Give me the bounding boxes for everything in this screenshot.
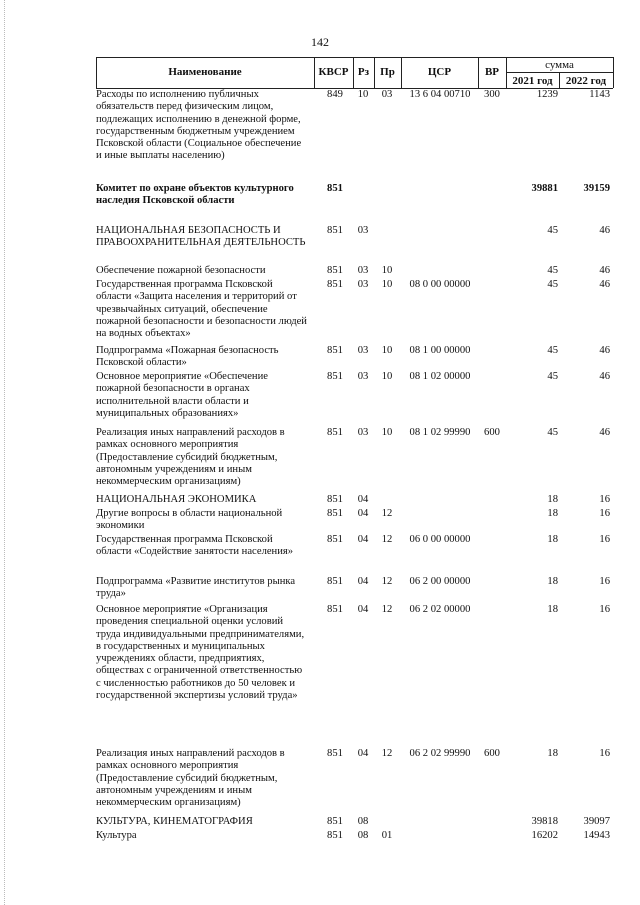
row-pr: 12 xyxy=(381,508,393,519)
row-sum-2021: 18 xyxy=(547,748,558,759)
row-rz: 03 xyxy=(357,265,369,276)
row-sum-2021: 45 xyxy=(547,345,558,356)
row-pr: 03 xyxy=(381,89,393,100)
row-csr: 08 0 00 00000 xyxy=(409,279,471,290)
row-vr: 600 xyxy=(484,427,500,438)
row-rz: 08 xyxy=(357,816,369,827)
row-sum-2021: 39881 xyxy=(531,183,558,194)
row-sum-2022: 16 xyxy=(599,748,610,759)
row-kvsr: 851 xyxy=(327,830,343,841)
row-kvsr: 849 xyxy=(327,89,343,100)
header-rz: Рз xyxy=(357,66,370,78)
row-name: Реализация иных направлений расходов в рамках основного мероприятия (Предоставление субсидий бюджетным, автономным учреждениям и иным некоммерческим организациям) xyxy=(96,748,285,809)
row-sum-2022: 14943 xyxy=(583,830,610,841)
row-sum-2022: 46 xyxy=(599,265,610,276)
row-sum-2021: 16202 xyxy=(531,830,558,841)
row-rz: 03 xyxy=(357,225,369,236)
row-sum-2022: 39097 xyxy=(583,816,610,827)
header-name: Наименование xyxy=(168,66,242,78)
scan-margin-line xyxy=(4,0,5,905)
row-kvsr: 851 xyxy=(327,183,343,194)
header-csr: ЦСР xyxy=(427,66,452,78)
row-sum-2022: 16 xyxy=(599,508,610,519)
row-sum-2022: 46 xyxy=(599,279,610,290)
row-name: Культура xyxy=(96,830,137,841)
row-kvsr: 851 xyxy=(327,345,343,356)
row-rz: 10 xyxy=(357,89,369,100)
row-name: Реализация иных направлений расходов в рамках основного мероприятия (Предоставление субсидий бюджетным, автономным учреждениям и иным некоммерческим организациям) xyxy=(96,427,285,488)
row-sum-2021: 18 xyxy=(547,494,558,505)
row-pr: 10 xyxy=(381,345,393,356)
row-sum-2021: 18 xyxy=(547,576,558,587)
row-csr: 08 1 00 00000 xyxy=(409,345,471,356)
row-kvsr: 851 xyxy=(327,816,343,827)
row-kvsr: 851 xyxy=(327,508,343,519)
row-vr: 300 xyxy=(484,89,500,100)
row-csr: 06 0 00 00000 xyxy=(409,534,471,545)
row-name: КУЛЬТУРА, КИНЕМАТОГРАФИЯ xyxy=(96,816,253,827)
row-rz: 03 xyxy=(357,345,369,356)
row-rz: 04 xyxy=(357,534,369,545)
row-name: Подпрограмма «Развитие институтов рынка труда» xyxy=(96,576,296,600)
row-sum-2021: 45 xyxy=(547,265,558,276)
row-name: Расходы по исполнению публичных обязательств перед физическим лицом, подлежащих исполнению в денежной форме, государственным бюджетным учреждением Псковской области (Социальное обеспечение и иные выплаты населению) xyxy=(96,89,302,162)
row-rz: 04 xyxy=(357,508,369,519)
row-kvsr: 851 xyxy=(327,371,343,382)
row-pr: 10 xyxy=(381,427,393,438)
row-sum-2022: 46 xyxy=(599,427,610,438)
header-vr: ВР xyxy=(484,66,500,78)
row-vr: 600 xyxy=(484,748,500,759)
row-name: НАЦИОНАЛЬНАЯ ЭКОНОМИКА xyxy=(96,494,257,505)
header-year-2021: 2021 год xyxy=(512,75,553,87)
row-sum-2022: 46 xyxy=(599,345,610,356)
header-top-border xyxy=(96,57,613,58)
col-border xyxy=(613,57,614,88)
row-sum-2021: 45 xyxy=(547,225,558,236)
row-rz: 03 xyxy=(357,427,369,438)
row-pr: 10 xyxy=(381,279,393,290)
row-csr: 13 6 04 00710 xyxy=(409,89,471,100)
row-name: Другие вопросы в области национальной экономики xyxy=(96,508,283,532)
row-pr: 10 xyxy=(381,371,393,382)
row-rz: 03 xyxy=(357,371,369,382)
header-sum: сумма xyxy=(545,59,574,71)
row-kvsr: 851 xyxy=(327,225,343,236)
page-number: 142 xyxy=(311,35,329,49)
row-kvsr: 851 xyxy=(327,604,343,615)
row-kvsr: 851 xyxy=(327,534,343,545)
row-sum-2022: 46 xyxy=(599,371,610,382)
row-name: Подпрограмма «Пожарная безопасность Псковской области» xyxy=(96,345,279,369)
row-rz: 04 xyxy=(357,748,369,759)
row-pr: 12 xyxy=(381,576,393,587)
row-sum-2021: 18 xyxy=(547,534,558,545)
row-name: Основное мероприятие «Организация проведения специальной оценки условий труда индивидуальными предпринимателями, в государственных и муниципальных учреждениях области, предприятиях, обществах с ограниченной ответственностью с численностью работников до 50 человек и государственной экспертизы условий труда» xyxy=(96,604,305,702)
row-csr: 08 1 02 99990 xyxy=(409,427,471,438)
row-pr: 12 xyxy=(381,604,393,615)
row-rz: 04 xyxy=(357,604,369,615)
row-pr: 10 xyxy=(381,265,393,276)
row-sum-2022: 46 xyxy=(599,225,610,236)
row-sum-2021: 1239 xyxy=(536,89,558,100)
row-sum-2022: 16 xyxy=(599,604,610,615)
row-kvsr: 851 xyxy=(327,279,343,290)
row-kvsr: 851 xyxy=(327,748,343,759)
row-sum-2021: 45 xyxy=(547,279,558,290)
row-sum-2021: 45 xyxy=(547,427,558,438)
row-name: Государственная программа Псковской области «Защита населения и территорий от чрезвычайных ситуаций, обеспечение пожарной безопасности и безопасности людей на водных объектах» xyxy=(96,279,307,340)
row-name: Комитет по охране объектов культурного наследия Псковской области xyxy=(96,183,294,207)
row-sum-2021: 39818 xyxy=(531,816,558,827)
row-name: Основное мероприятие «Обеспечение пожарной безопасности в органах исполнительной власти области и муниципальных образованиях» xyxy=(96,371,268,419)
row-csr: 06 2 02 00000 xyxy=(409,604,471,615)
row-sum-2022: 16 xyxy=(599,534,610,545)
row-sum-2022: 16 xyxy=(599,576,610,587)
row-kvsr: 851 xyxy=(327,494,343,505)
row-sum-2021: 45 xyxy=(547,371,558,382)
row-name: Обеспечение пожарной безопасности xyxy=(96,265,266,276)
row-sum-2022: 16 xyxy=(599,494,610,505)
header-kvsr: КВСР xyxy=(318,66,349,78)
row-rz: 04 xyxy=(357,576,369,587)
row-sum-2021: 18 xyxy=(547,508,558,519)
row-csr: 06 2 00 00000 xyxy=(409,576,471,587)
row-sum-2021: 18 xyxy=(547,604,558,615)
row-name: Государственная программа Псковской области «Содействие занятости населения» xyxy=(96,534,294,558)
row-kvsr: 851 xyxy=(327,427,343,438)
row-csr: 06 2 02 99990 xyxy=(409,748,471,759)
row-rz: 04 xyxy=(357,494,369,505)
row-kvsr: 851 xyxy=(327,576,343,587)
row-sum-2022: 39159 xyxy=(583,183,610,194)
row-pr: 12 xyxy=(381,534,393,545)
row-kvsr: 851 xyxy=(327,265,343,276)
row-rz: 08 xyxy=(357,830,369,841)
row-csr: 08 1 02 00000 xyxy=(409,371,471,382)
header-year-2022: 2022 год xyxy=(565,75,607,87)
row-name: НАЦИОНАЛЬНАЯ БЕЗОПАСНОСТЬ И ПРАВООХРАНИТЕЛЬНАЯ ДЕЯТЕЛЬНОСТЬ xyxy=(96,225,306,249)
row-pr: 01 xyxy=(381,830,393,841)
row-sum-2022: 1143 xyxy=(589,89,610,100)
row-pr: 12 xyxy=(381,748,393,759)
header-pr: Пр xyxy=(380,66,395,78)
row-rz: 03 xyxy=(357,279,369,290)
